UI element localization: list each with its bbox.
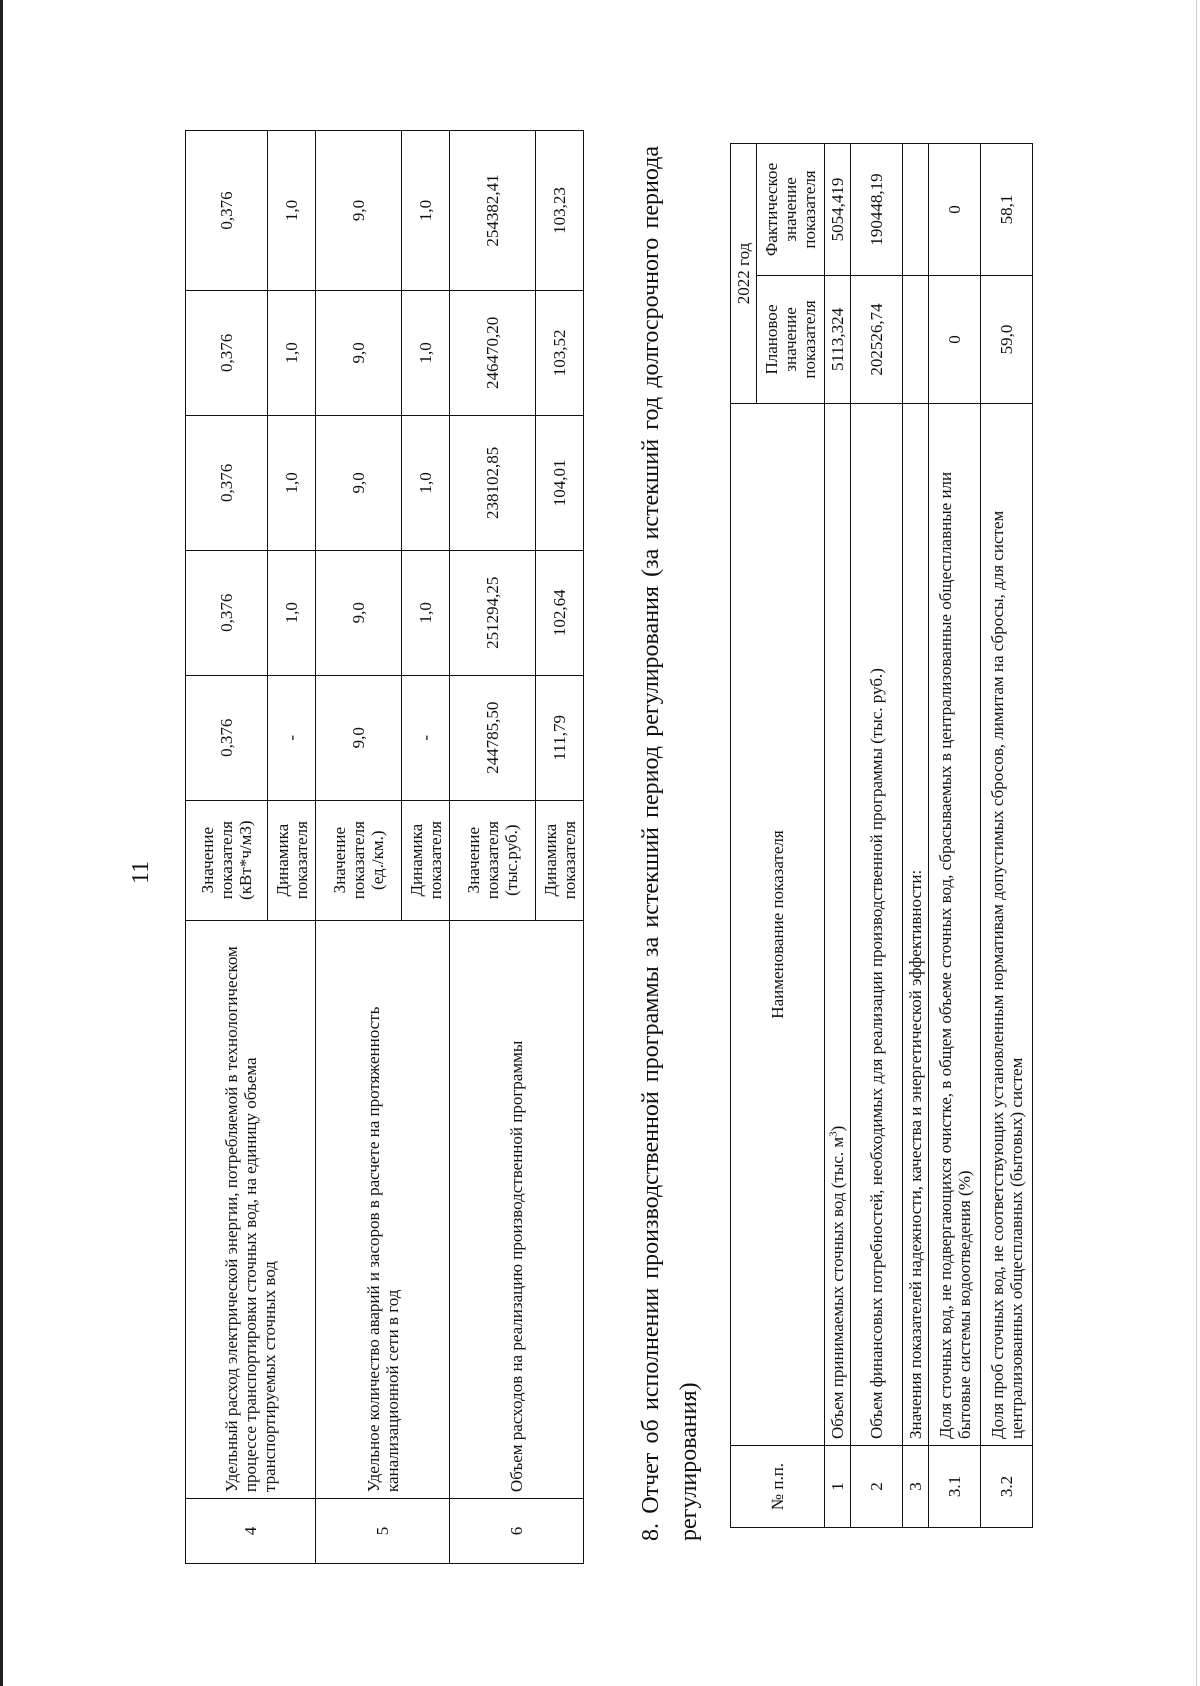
indicator-name: Доля сточных вод, не подвергающихся очистке, в общем объеме сточных вод, сбрасываемых в централизованные общесплавные или бытовые системы водоотведения (%): [929, 403, 981, 1445]
table-row: [929, 144, 981, 1528]
value-cell: 254382,41: [450, 131, 536, 291]
value-cell: 1,0: [402, 290, 450, 415]
value-cell: 0,376: [186, 131, 268, 291]
value-cell: 244785,50: [450, 675, 536, 800]
value-cell: 103,23: [536, 131, 584, 291]
table-row: [981, 144, 1033, 1528]
table-row: [851, 144, 903, 1528]
value-cell: 246470,20: [450, 290, 536, 415]
value-cell: 9,0: [316, 675, 402, 800]
plan-value: 5113,324: [825, 276, 851, 404]
indicator-name: Значения показателей надежности, качества и энергетической эффективности:: [903, 403, 929, 1445]
indicator-name: Удельное количество аварий и засоров в расчете на протяженность канализационной сети в год: [316, 920, 450, 1498]
value-cell: 1,0: [268, 415, 316, 550]
plan-value: 59,0: [981, 276, 1033, 404]
value-cell: 9,0: [316, 550, 402, 675]
value-label: Значение показателя (кВт*ч/м3): [186, 800, 268, 920]
value-cell: -: [402, 675, 450, 800]
value-cell: 0,376: [186, 290, 268, 415]
value-cell: 1,0: [268, 550, 316, 675]
fact-value: 190448,19: [851, 144, 903, 276]
row-number: 1: [825, 1446, 851, 1528]
value-cell: 0,376: [186, 415, 268, 550]
header-fact: Фактическое значение показателя: [757, 144, 825, 276]
value-cell: 1,0: [268, 131, 316, 291]
plan-value: 202526,74: [851, 276, 903, 404]
value-cell: 251294,25: [450, 550, 536, 675]
section-heading: 8. Отчет об исполнении производственной программы за истекший период регулирования (за истекший год долгосрочного периода регулирования): [638, 146, 702, 1541]
dynamics-label: Динамика показателя: [402, 800, 450, 920]
row-number: 3.1: [929, 1446, 981, 1528]
table-row: [450, 131, 536, 1564]
page-number: 11: [128, 860, 154, 884]
indicator-name: Объем расходов на реализацию производственной программы: [450, 920, 584, 1498]
fact-value: 0: [929, 144, 981, 276]
header-year: 2022 год: [731, 144, 757, 404]
fact-value: 5054,419: [825, 144, 851, 276]
fact-value: [903, 144, 929, 276]
table-row: [825, 144, 851, 1528]
plan-value: [903, 276, 929, 404]
header-plan: Плановое значение показателя: [757, 276, 825, 404]
value-cell: 9,0: [316, 415, 402, 550]
value-cell: 1,0: [402, 131, 450, 291]
row-number: 2: [851, 1446, 903, 1528]
value-label: Значение показателя (тыс.руб.): [450, 800, 536, 920]
value-cell: 104,01: [536, 415, 584, 550]
row-number: 5: [316, 1499, 450, 1564]
value-cell: 9,0: [316, 131, 402, 291]
table-row: [903, 144, 929, 1528]
plan-value: 0: [929, 276, 981, 404]
indicator-name: Объем принимаемых сточных вод (тыс. $м^3$): [825, 403, 851, 1445]
value-cell: 1,0: [402, 550, 450, 675]
value-cell: 238102,85: [450, 415, 536, 550]
table-header-row: [731, 144, 757, 1528]
indicator-name: Удельный расход электрической энергии, потребляемой в технологическом процессе транспортировки сточных вод, на единицу объема транспортируемых сточных вод: [186, 920, 316, 1498]
value-label: Значение показателя (ед./км.): [316, 800, 402, 920]
indicators-table: [185, 130, 584, 1564]
row-number: 3.2: [981, 1446, 1033, 1528]
value-cell: 9,0: [316, 290, 402, 415]
indicator-name: Доля проб сточных вод, не соответствующих установленным нормативам допустимых сбросов, лимитам на сбросы, для систем централизованных общесплавных (бытовых) систем: [981, 403, 1033, 1445]
row-number: 6: [450, 1499, 584, 1564]
table-row: [186, 131, 268, 1564]
report-table: [730, 143, 1033, 1528]
fact-value: 58,1: [981, 144, 1033, 276]
value-cell: 0,376: [186, 550, 268, 675]
row-number: 3: [903, 1446, 929, 1528]
table-row: [316, 131, 402, 1564]
row-number: 4: [186, 1499, 316, 1564]
header-num: № п.п.: [731, 1446, 825, 1528]
indicator-name: Объем финансовых потребностей, необходимых для реализации производственной программы (тыс. руб.): [851, 403, 903, 1445]
value-cell: 1,0: [402, 415, 450, 550]
value-cell: -: [268, 675, 316, 800]
dynamics-label: Динамика показателя: [536, 800, 584, 920]
header-name: Наименование показателя: [731, 403, 825, 1445]
value-cell: 111,79: [536, 675, 584, 800]
dynamics-label: Динамика показателя: [268, 800, 316, 920]
value-cell: 102,64: [536, 550, 584, 675]
value-cell: 0,376: [186, 675, 268, 800]
value-cell: 1,0: [268, 290, 316, 415]
value-cell: 103,52: [536, 290, 584, 415]
